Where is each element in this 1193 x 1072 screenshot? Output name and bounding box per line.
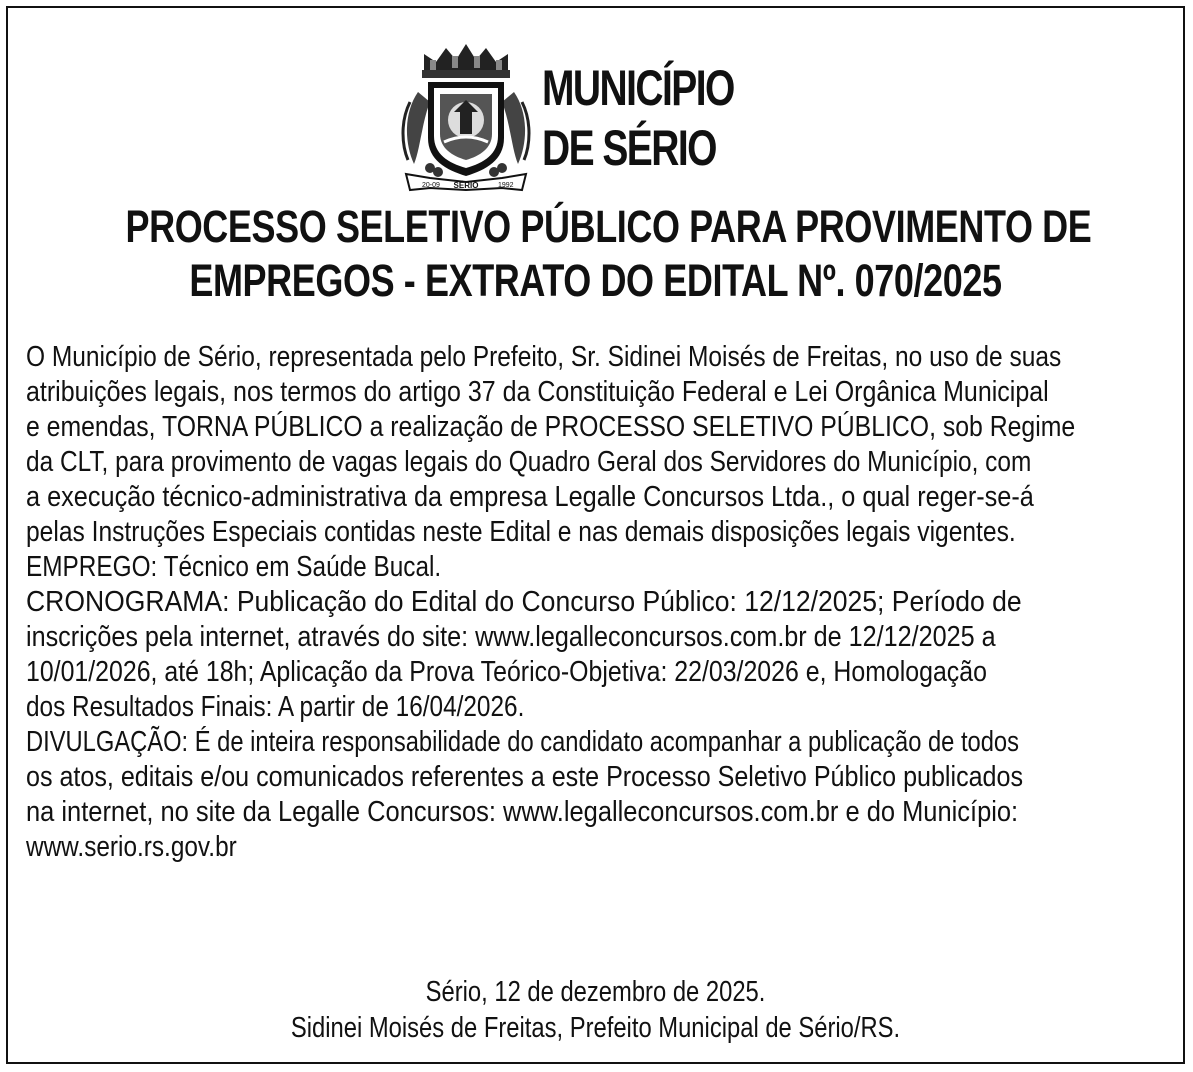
intro-line: a execução técnico-administrativa da empresa Legalle Concursos Ltda., o qual reger-se-á: [26, 481, 1034, 513]
notice-body: [26, 340, 1169, 865]
divulgacao-line: os atos, editais e/ou comunicados referentes a este Processo Seletivo Público publicados: [26, 761, 1024, 793]
municipality-name: [542, 58, 734, 178]
municipality-line-1: MUNICÍPIO: [542, 60, 734, 116]
edital-notice: [6, 6, 1185, 1064]
intro-line: atribuições legais, nos termos do artigo 37 da Constituição Federal e Lei Orgânica Municipal: [26, 376, 1049, 408]
cronograma-line: dos Resultados Finais: A partir de 16/04/2026.: [26, 691, 525, 723]
intro-line: da CLT, para provimento de vagas legais do Quadro Geral dos Servidores do Município, com: [26, 446, 1032, 478]
header: [8, 42, 1183, 192]
notice-title: [8, 200, 1183, 308]
intro-line: pelas Instruções Especiais contidas neste Edital e nas demais disposições legais vigentes.: [26, 516, 1016, 548]
cronograma-line: 10/01/2026, até 18h; Aplicação da Prova Teórico-Objetiva: 22/03/2026 e, Homologação: [26, 656, 987, 688]
divulgacao-line: DIVULGAÇÃO: É de inteira responsabilidade do candidato acompanhar a publicação de todos: [26, 726, 1019, 758]
signature-line: Sidinei Moisés de Freitas, Prefeito Municipal de Sério/RS.: [290, 1012, 901, 1044]
municipal-coat-of-arms-icon: [400, 42, 532, 192]
divulgacao-line: www.serio.rs.gov.br: [26, 831, 237, 863]
cronograma-line: inscrições pela internet, através do site: www.legalleconcursos.com.br de 12/12/2025 a: [26, 621, 996, 653]
crest-banner-center: SÉRIO: [453, 181, 479, 190]
intro-line: e emendas, TORNA PÚBLICO a realização de PROCESSO SELETIVO PÚBLICO, sob Regime: [26, 411, 1076, 443]
title-line-1: PROCESSO SELETIVO PÚBLICO PARA PROVIMENTO DE: [125, 201, 1092, 252]
date-line: Sério, 12 de dezembro de 2025.: [425, 976, 766, 1008]
crest-banner-right: 1992: [498, 182, 514, 189]
closing: [8, 974, 1183, 1046]
title-line-2: EMPREGOS - EXTRATO DO EDITAL Nº. 070/2025: [189, 255, 1002, 306]
emprego-line: EMPREGO: Técnico em Saúde Bucal.: [26, 551, 442, 583]
divulgacao-line: na internet, no site da Legalle Concursos: www.legalleconcursos.com.br e do Município:: [26, 796, 1019, 828]
crest-banner-left: 20-09: [422, 182, 440, 189]
cronograma-line: CRONOGRAMA: Publicação do Edital do Concurso Público: 12/12/2025; Período de: [26, 586, 1022, 618]
municipality-line-2: DE SÉRIO: [542, 120, 716, 176]
intro-line: O Município de Sério, representada pelo Prefeito, Sr. Sidinei Moisés de Freitas, no uso de suas: [26, 341, 1062, 373]
